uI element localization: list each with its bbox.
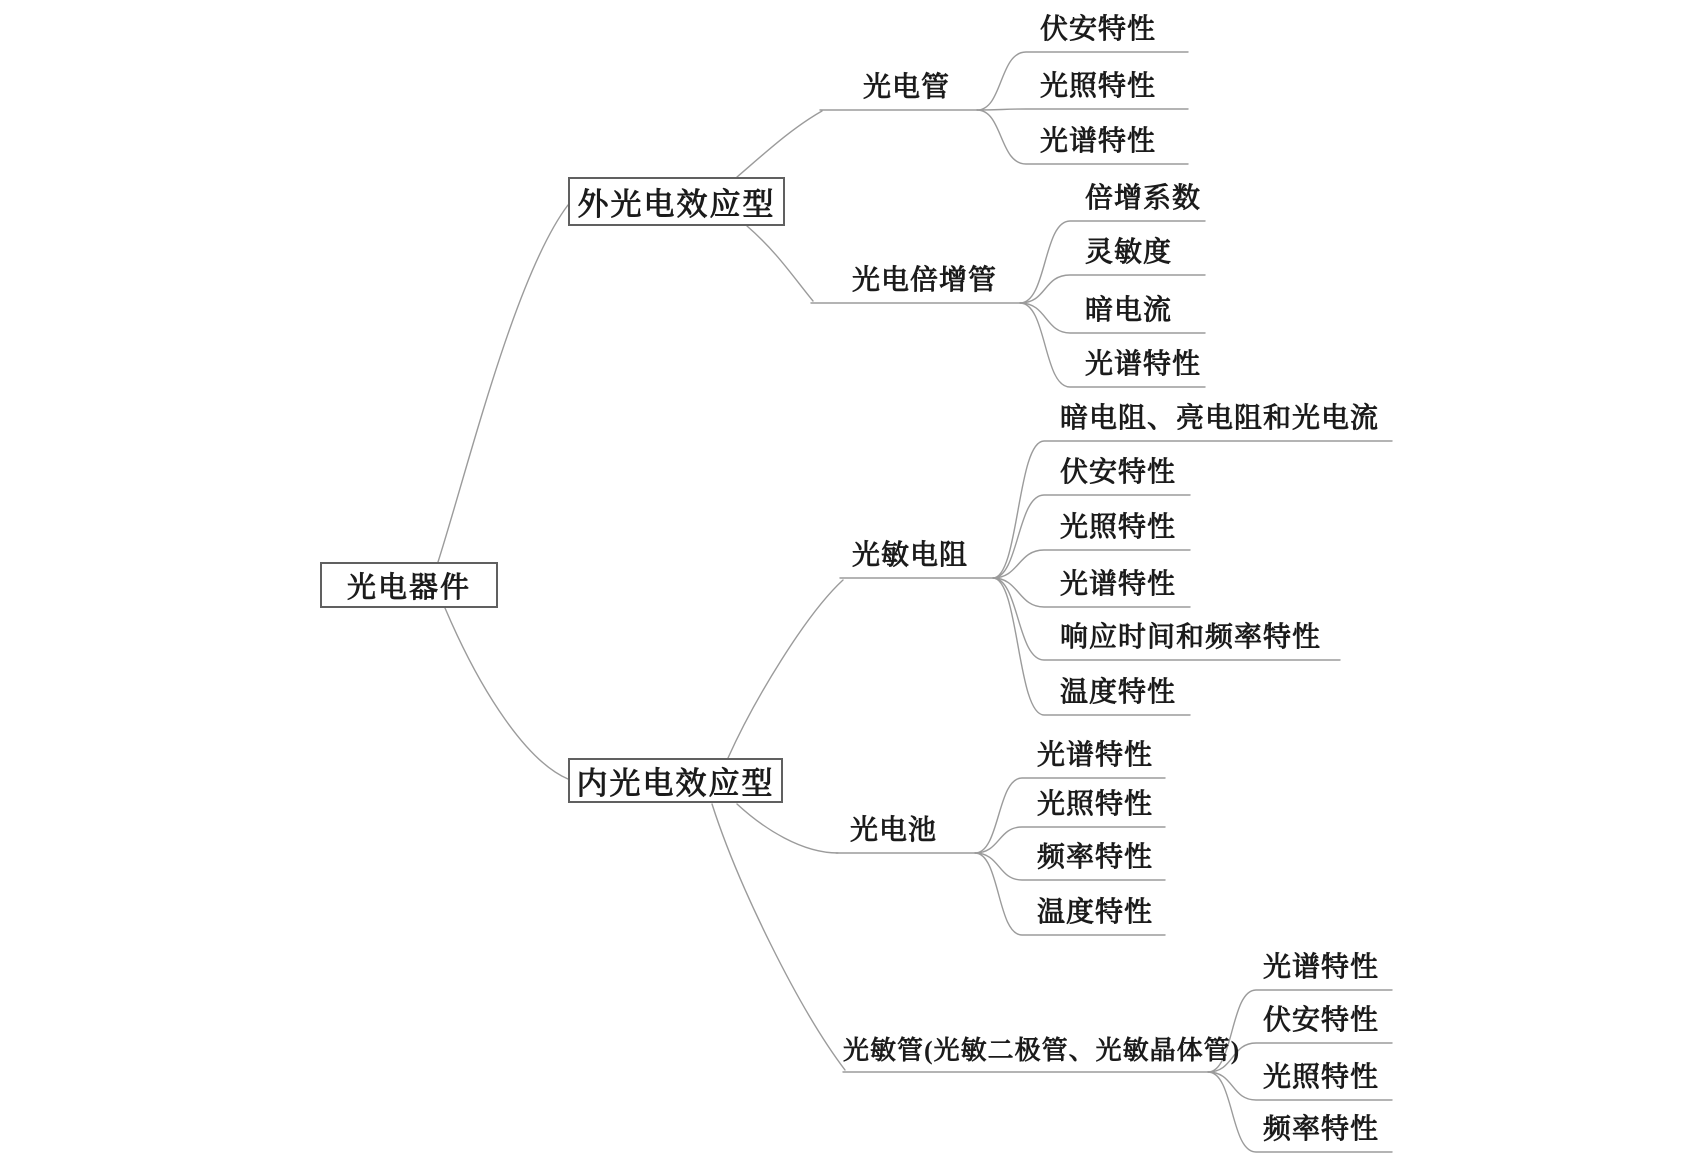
connector (977, 109, 1188, 110)
connector (737, 111, 822, 177)
connector (737, 804, 838, 853)
connector (728, 580, 843, 758)
leaf-label: 温度特性 (1060, 677, 1177, 708)
leaf-label: 光照特性 (1263, 1062, 1380, 1093)
leaf-label: 温度特性 (1037, 897, 1154, 928)
internal-photoeffect-label: 内光电效应型 (576, 766, 775, 801)
leaf-label: 伏安特性 (1263, 1005, 1380, 1036)
leaf-label: 光照特性 (1037, 789, 1154, 820)
leaf-label: 暗电流 (1085, 295, 1173, 326)
connector (993, 441, 1392, 578)
leaf-label: 光谱特性 (1060, 569, 1177, 600)
leaf-label: 灵敏度 (1085, 237, 1173, 268)
leaf-label: 伏安特性 (1040, 14, 1157, 45)
leaf-label: 频率特性 (1037, 842, 1154, 873)
connector (438, 205, 568, 562)
connector (747, 226, 813, 301)
leaf-label: 光谱特性 (1040, 126, 1157, 157)
connector (712, 804, 845, 1070)
leaf-label: 光谱特性 (1037, 740, 1154, 771)
root-node-label: 光电器件 (346, 571, 471, 604)
photoresistor-node: 光敏电阻 (852, 540, 969, 571)
photocell-node: 光电池 (850, 815, 938, 846)
external-photoeffect-box (568, 177, 785, 226)
leaf-label: 光照特性 (1040, 71, 1157, 102)
connector (445, 608, 568, 779)
leaf-label: 频率特性 (1263, 1114, 1380, 1145)
leaf-label: 伏安特性 (1060, 457, 1177, 488)
photomultiplier-node: 光电倍增管 (852, 265, 998, 296)
root-node (320, 562, 498, 608)
phototube-node: 光电管 (863, 72, 951, 103)
leaf-label: 倍增系数 (1085, 183, 1202, 214)
leaf-label: 响应时间和频率特性 (1060, 622, 1322, 653)
photosensitive-tube-node: 光敏管(光敏二极管、光敏晶体管) (843, 1036, 1241, 1065)
leaf-label: 暗电阻、亮电阻和光电流 (1060, 403, 1380, 434)
leaf-label: 光谱特性 (1085, 349, 1202, 380)
leaf-label: 光照特性 (1060, 512, 1177, 543)
internal-photoeffect-box (568, 758, 783, 803)
external-photoeffect-label: 外光电效应型 (577, 187, 776, 222)
leaf-label: 光谱特性 (1263, 952, 1380, 983)
